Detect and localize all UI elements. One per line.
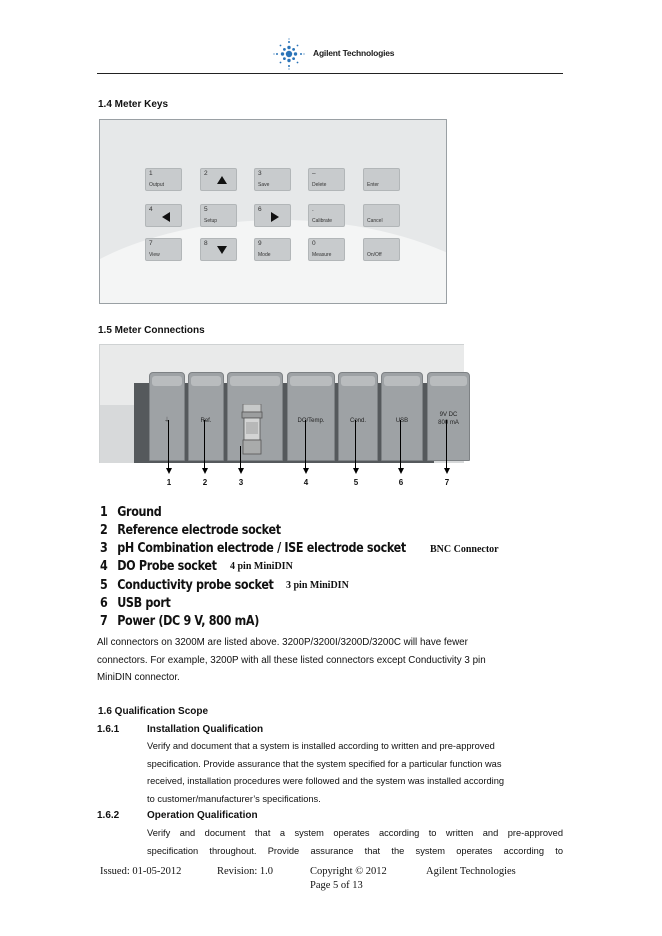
pointer-number-6: 6	[398, 478, 404, 487]
pointer-line-5	[355, 420, 356, 470]
footer-copyright: Copyright © 2012	[310, 866, 387, 877]
section-heading-meter-connections: 1.5 Meter Connections	[98, 325, 205, 336]
key-10[interactable]	[145, 238, 182, 261]
brand-name: Agilent Technologies	[313, 48, 395, 58]
pointer-line-7	[446, 420, 447, 470]
legend-item	[100, 614, 259, 629]
legend-item	[100, 505, 161, 520]
arrow-down-icon	[238, 468, 244, 474]
connector-port-2	[188, 372, 224, 461]
key-label: Delete	[312, 182, 327, 188]
arrow-down-icon	[202, 468, 208, 474]
subsection-title-operation: Operation Qualification	[147, 810, 258, 821]
note-bnc-connector: BNC Connector	[430, 544, 499, 555]
footer-revision: Revision: 1.0	[217, 866, 274, 877]
key-11[interactable]	[200, 238, 237, 261]
port-label: DO/Temp.	[297, 418, 325, 424]
key-label: Setup	[204, 218, 218, 224]
legend-number: 6	[100, 596, 108, 611]
port-label: USB	[395, 418, 409, 424]
key-label: Mode	[258, 252, 271, 258]
legend-text: pH Combination electrode / ISE electrode socket	[117, 541, 406, 556]
legend-number: 1	[100, 505, 108, 520]
key-number: 2	[204, 170, 208, 177]
key-number: 8	[204, 240, 208, 247]
key-6[interactable]	[200, 204, 237, 227]
legend-item	[100, 578, 274, 593]
subsection-number-installation: 1.6.1	[97, 724, 120, 735]
pointer-line-3	[240, 446, 241, 470]
key-5[interactable]	[145, 204, 182, 227]
agilent-spark-logo-icon	[272, 38, 306, 70]
connector-port-1	[149, 372, 185, 461]
legend-number: 2	[100, 523, 108, 538]
key-label: Output	[149, 182, 165, 188]
legend-text: Reference electrode socket	[117, 523, 281, 538]
key-9[interactable]	[363, 204, 400, 227]
key-number: –	[312, 170, 316, 177]
legend-number: 5	[100, 578, 108, 593]
key-number: .	[312, 206, 314, 213]
arrow-down-icon	[353, 468, 359, 474]
key-14[interactable]	[363, 238, 400, 261]
key-number: 3	[258, 170, 262, 177]
connector-port-7	[427, 372, 470, 461]
arrow-up-icon	[217, 176, 227, 184]
key-label: Calibrate	[312, 218, 333, 224]
key-number: 5	[204, 206, 208, 213]
legend-item	[100, 596, 171, 611]
legend-text: Ground	[117, 505, 162, 520]
section-heading-qualification-scope: 1.6 Qualification Scope	[98, 706, 209, 717]
pointer-number-3: 3	[238, 478, 244, 487]
connectors-paragraph: All connectors on 3200M are listed above. 3200P/3200I/3200D/3200C will have fewer connectors. For example, 3200P with all these listed connectors except Conductivity 3 pin MiniDIN connector.	[97, 637, 486, 683]
legend-text: Power (DC 9 V, 800 mA)	[117, 614, 259, 629]
key-label: On/Off	[367, 252, 382, 258]
legend-item	[100, 559, 217, 574]
bnc-connector-icon	[240, 404, 264, 456]
keypad-panel-image	[99, 119, 447, 304]
arrow-down-icon	[166, 468, 172, 474]
key-7[interactable]	[254, 204, 291, 227]
legend-number: 4	[100, 559, 108, 574]
installation-qualification-text: Verify and document that a system is installed according to written and pre-approved specification. Provide assurance that the system specified for a particular function was received, installation procedures were followed and the system was installed according to customer/manufacturer’s specifications.	[147, 741, 505, 804]
pointer-number-4: 4	[303, 478, 309, 487]
pointer-line-1	[168, 420, 169, 470]
subsection-title-installation: Installation Qualification	[147, 724, 264, 735]
pointer-line-6	[400, 420, 401, 470]
legend-item	[100, 541, 406, 556]
port-label: Cond.	[349, 418, 366, 424]
arrow-down-icon	[303, 468, 309, 474]
footer-page-number: Page 5 of 13	[310, 880, 363, 891]
legend-number: 7	[100, 614, 108, 629]
footer-issued: Issued: 01-05-2012	[100, 866, 182, 877]
note-cond-minidin: 3 pin MiniDIN	[286, 580, 349, 591]
pointer-number-2: 2	[202, 478, 208, 487]
legend-text: DO Probe socket	[117, 559, 217, 574]
header-divider	[97, 73, 563, 74]
connector-port-6	[381, 372, 423, 461]
arrow-down-icon	[444, 468, 450, 474]
key-4[interactable]	[363, 168, 400, 191]
key-number: 9	[258, 240, 262, 247]
arrow-left-icon	[162, 212, 170, 222]
key-number: 1	[149, 170, 153, 177]
key-label: View	[149, 252, 160, 258]
port-label: 9V DC 800 mA	[438, 412, 459, 426]
port-label: ⏚	[163, 418, 170, 424]
pointer-number-1: 1	[166, 478, 172, 487]
pointer-line-4	[305, 420, 306, 470]
pointer-number-7: 7	[444, 478, 450, 487]
key-2[interactable]	[254, 168, 291, 191]
key-number: 7	[149, 240, 153, 247]
pointer-line-2	[204, 420, 205, 470]
key-label: Enter	[367, 182, 379, 188]
legend-text: USB port	[117, 596, 171, 611]
port-label: Ref.	[200, 418, 212, 424]
key-8[interactable]	[308, 204, 345, 227]
footer-company: Agilent Technologies	[426, 866, 516, 877]
arrow-down-icon	[217, 246, 227, 254]
legend-text: Conductivity probe socket	[117, 578, 274, 593]
arrow-right-icon	[271, 212, 279, 222]
note-do-minidin: 4 pin MiniDIN	[230, 561, 293, 572]
key-label: Save	[258, 182, 270, 188]
operation-qualification-text: Verify and document that a system operates according to written and pre-approved specification throughout. Provide assurance that the system operates according to	[147, 828, 563, 856]
key-3[interactable]	[308, 168, 345, 191]
arrow-down-icon	[398, 468, 404, 474]
pointer-number-5: 5	[353, 478, 359, 487]
key-number: 4	[149, 206, 153, 213]
key-0[interactable]	[145, 168, 182, 191]
legend-number: 3	[100, 541, 108, 556]
legend-item	[100, 523, 281, 538]
connector-port-4	[287, 372, 335, 461]
subsection-number-operation: 1.6.2	[97, 810, 120, 821]
section-heading-meter-keys: 1.4 Meter Keys	[98, 99, 169, 110]
key-number: 0	[312, 240, 316, 247]
key-12[interactable]	[254, 238, 291, 261]
key-label: Measure	[312, 252, 332, 258]
connector-port-5	[338, 372, 378, 461]
key-label: Cancel	[367, 218, 383, 224]
key-13[interactable]	[308, 238, 345, 261]
key-1[interactable]	[200, 168, 237, 191]
key-number: 6	[258, 206, 262, 213]
